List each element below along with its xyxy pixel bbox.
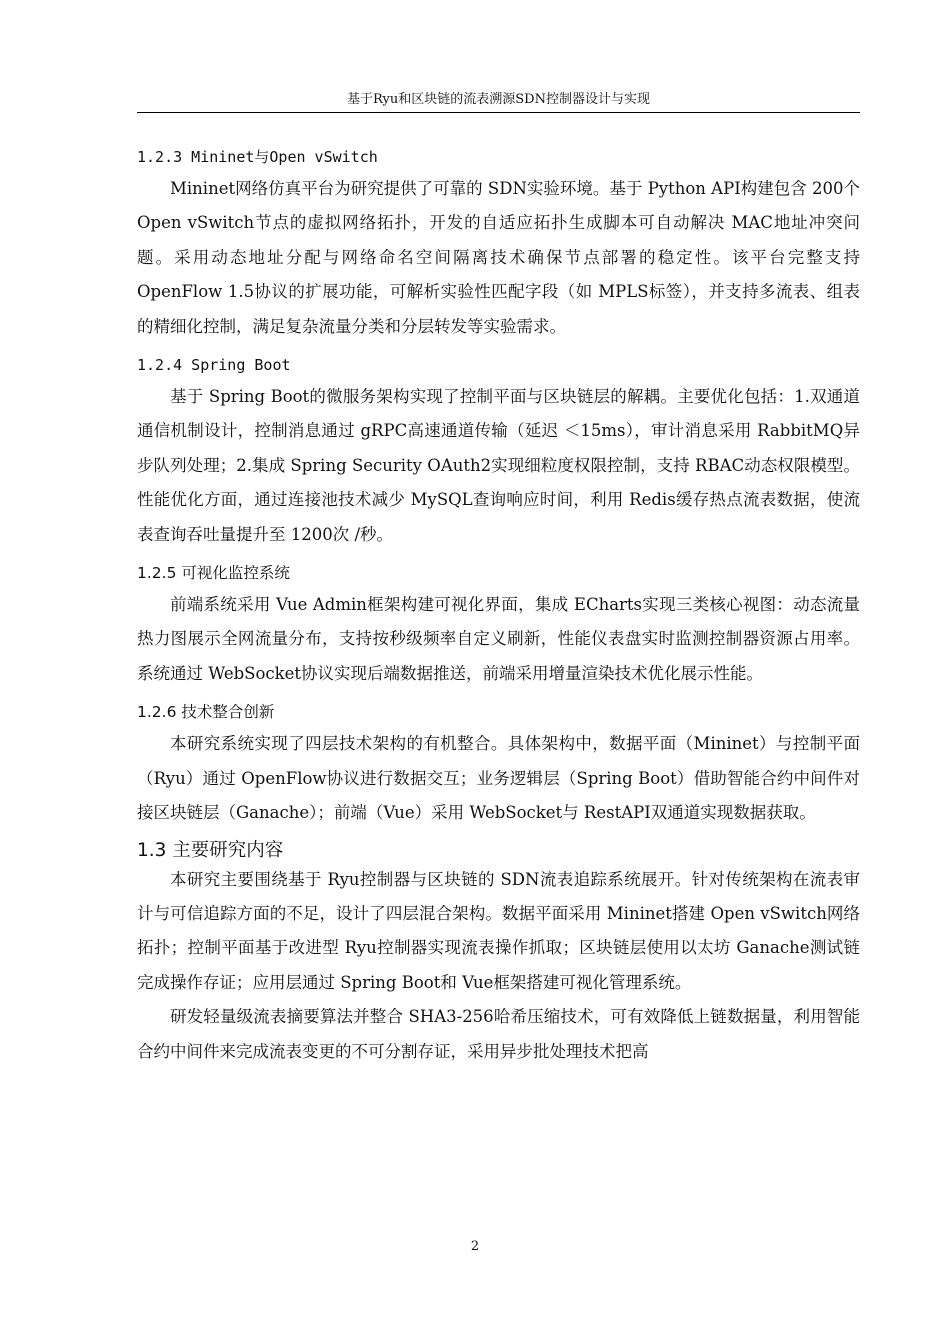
header-rule <box>137 112 860 113</box>
section-heading-1-2-3: 1.2.3 Mininet与Open vSwitch <box>137 148 378 166</box>
section-paragraph-1-2-5: 前端系统采用 Vue Admin框架构建可视化界面，集成 ECharts实现三类核心视图：动态流量热力图展示全网流量分布，支持按秒级频率自定义刷新，性能仪表盘实时监测控制器资源占用率。系统通过 WebSocket协议实现后端数据推送，前端采用增量渲染技术优化展示性能。 <box>137 595 860 683</box>
page-body <box>137 146 860 1069</box>
section-paragraph-1-3-a: 本研究主要围绕基于 Ryu控制器与区块链的 SDN流表追踪系统展开。针对传统架构在流表审计与可信追踪方面的不足，设计了四层混合架构。数据平面采用 Mininet搭建 Open vSwitch网络拓扑；控制平面基于改进型 Ryu控制器实现流表操作抓取；区块链层使用以太坊 Ganache测试链完成操作存证；应用层通过 Spring Boot和 Vue框架搭建可视化管理系统。 <box>137 869 860 992</box>
section-heading-1-2-6: 1.2.6 技术整合创新 <box>137 703 275 722</box>
section-paragraph-1-2-3: Mininet网络仿真平台为研究提供了可靠的 SDN实验环境。基于 Python API构建包含 200个 Open vSwitch节点的虚拟网络拓扑，开发的自适应拓扑生成脚本可自动解决 MAC地址冲突问题。采用动态地址分配与网络命名空间隔离技术确保节点部署的稳定性。该平台完整支持 OpenFlow 1.5协议的扩展功能，可解析实验性匹配字段（如 MPLS标签），并支持多流表、组表的精细化控制，满足复杂流量分类和分层转发等实验需求。 <box>137 179 860 336</box>
section-paragraph-1-3-b: 研发轻量级流表摘要算法并整合 SHA3-256哈希压缩技术，可有效降低上链数据量，利用智能合约中间件来完成流表变更的不可分割存证，采用异步批处理技术把高 <box>137 1007 860 1061</box>
section-heading-1-3: 1.3 主要研究内容 <box>137 839 284 861</box>
section-heading-1-2-5: 1.2.5 可视化监控系统 <box>137 564 290 583</box>
section-heading-1-2-4: 1.2.4 Spring Boot <box>137 356 291 375</box>
section-paragraph-1-2-6: 本研究系统实现了四层技术架构的有机整合。具体架构中，数据平面（Mininet）与控制平面（Ryu）通过 OpenFlow协议进行数据交互；业务逻辑层（Spring Boot）借助智能合约中间件对接区块链层（Ganache）；前端（Vue）采用 WebSocket与 RestAPI双通道实现数据获取。 <box>137 734 860 823</box>
section-paragraph-1-2-4: 基于 Spring Boot的微服务架构实现了控制平面与区块链层的解耦。主要优化包括：1.双通道通信机制设计，控制消息通过 gRPC高速通道传输（延迟 ＜15ms），审计消息采用 RabbitMQ异步队列处理；2.集成 Spring Security OAuth2实现细粒度权限控制，支持 RBAC动态权限模型。性能优化方面，通过连接池技术减少 MySQL查询响应时间，利用 Redis缓存热点流表数据，使流表查询吞吐量提升至 1200次 /秒。 <box>137 387 860 544</box>
page-number: 2 <box>470 1239 480 1254</box>
running-header: 基于Ryu和区块链的流表溯源SDN控制器设计与实现 <box>347 92 650 107</box>
